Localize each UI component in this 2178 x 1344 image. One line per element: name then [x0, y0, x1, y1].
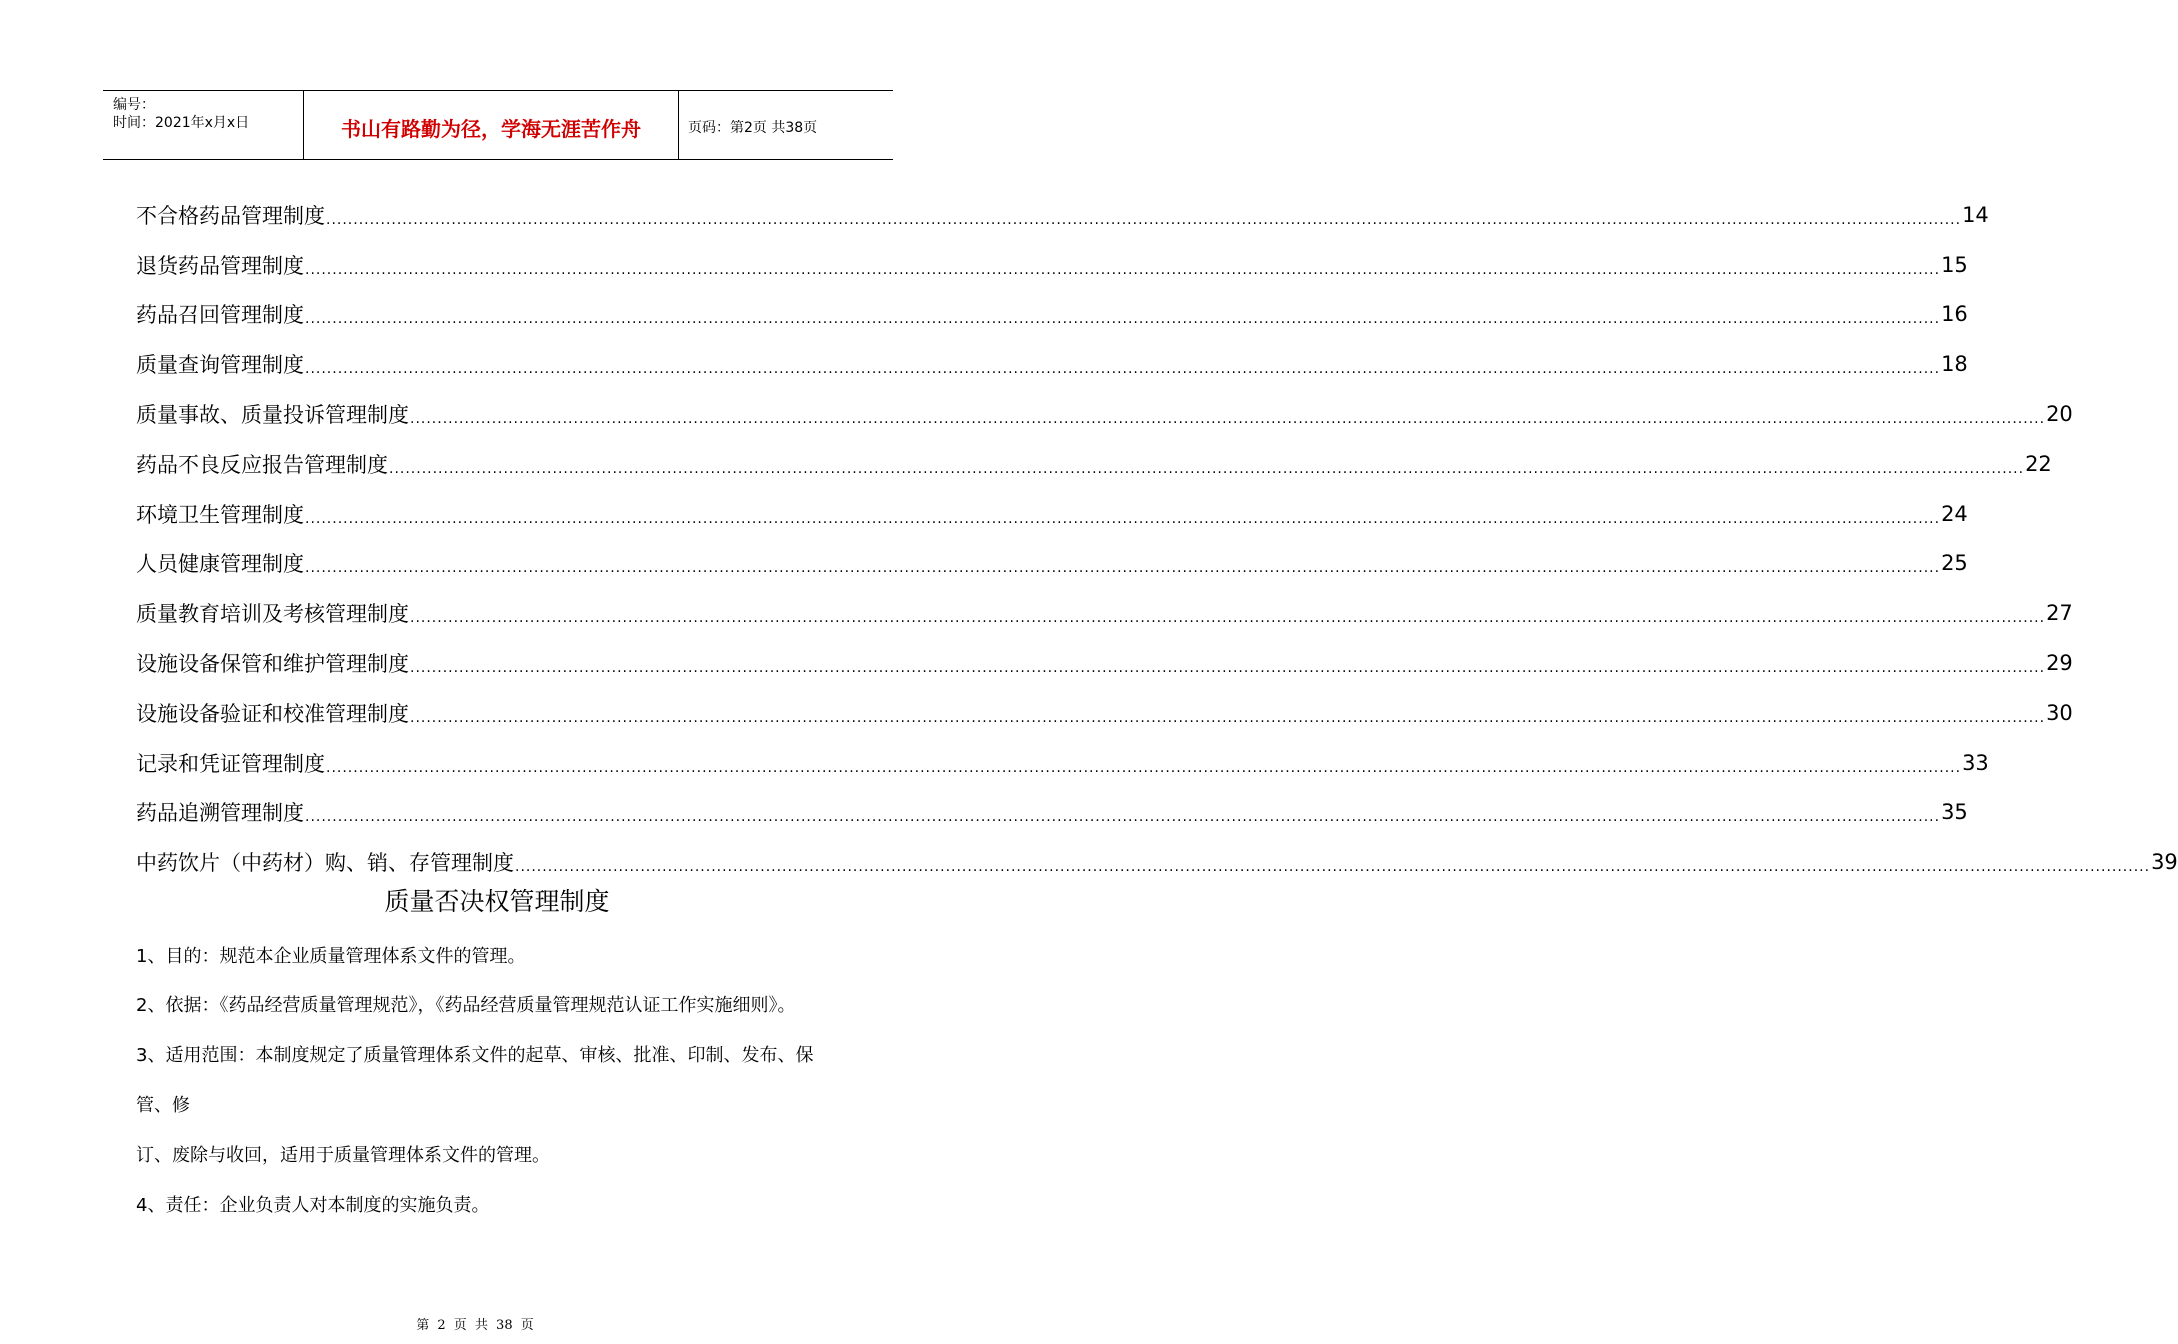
toc-leader-dots: ............................................................................................................................................................................................................................................................................................................ [305, 361, 1941, 378]
toc-entry[interactable] [136, 240, 1968, 290]
toc-entry-title: 中药饮片（中药材）购、销、存管理制度 [136, 851, 514, 876]
header-right-cell [679, 91, 893, 159]
toc-entry-page: 16 [1941, 302, 1968, 327]
toc-leader-dots: ............................................................................................................................................................................................................................................................................................................ [305, 510, 1941, 527]
header-slogan: 书山有路勤为径，学海无涯苦作舟 [341, 117, 641, 141]
toc-entry-page: 22 [2025, 451, 2052, 476]
paragraph-scope-cont2: 订、废除与收回，适用于质量管理体系文件的管理。 [136, 1145, 550, 1166]
toc-leader-dots: ............................................................................................................................................................................................................................................................................................................ [410, 659, 2046, 676]
toc-entry[interactable] [136, 539, 1968, 589]
toc-entry-page: 30 [2046, 700, 2073, 725]
toc-leader-dots: ............................................................................................................................................................................................................................................................................................................ [305, 560, 1941, 577]
toc-entry-page: 35 [1941, 800, 1968, 825]
toc-leader-dots: ............................................................................................................................................................................................................................................................................................................ [410, 410, 2046, 427]
toc-entry[interactable] [136, 439, 2052, 489]
toc-leader-dots: ............................................................................................................................................................................................................................................................................................................ [410, 709, 2046, 726]
toc-entry-title: 设施设备验证和校准管理制度 [136, 701, 409, 726]
paragraph-purpose: 1、目的：规范本企业质量管理体系文件的管理。 [136, 946, 526, 967]
toc-entry-page: 20 [2046, 402, 2073, 427]
toc-entry[interactable] [136, 738, 1989, 788]
toc-entry[interactable] [136, 588, 2073, 638]
toc-entry[interactable] [136, 190, 1989, 240]
toc-entry-page: 27 [2046, 601, 2073, 626]
toc-entry[interactable] [136, 489, 1968, 539]
toc-entry-page: 25 [1941, 551, 1968, 576]
toc-entry-title: 环境卫生管理制度 [136, 502, 304, 527]
toc-leader-dots: ............................................................................................................................................................................................................................................................................................................ [389, 460, 2025, 477]
toc-entry-page: 14 [1962, 202, 1989, 227]
toc-entry-page: 24 [1941, 501, 1968, 526]
toc-entry-title: 质量查询管理制度 [136, 353, 304, 378]
table-of-contents [136, 190, 2178, 887]
toc-leader-dots: ............................................................................................................................................................................................................................................................................................................ [305, 809, 1941, 826]
page-footer: 第 2 页 共 38 页 [416, 1318, 534, 1333]
header-left-cell [103, 91, 304, 159]
toc-entry[interactable] [136, 389, 2073, 439]
header-middle-cell [304, 91, 679, 159]
toc-entry-title: 退货药品管理制度 [136, 253, 304, 278]
toc-entry[interactable] [136, 638, 2073, 688]
paragraph-scope: 3、适用范围：本制度规定了质量管理体系文件的起草、审核、批准、印制、发布、保 [136, 1045, 814, 1066]
toc-entry-title: 设施设备保管和维护管理制度 [136, 652, 409, 677]
toc-leader-dots: ............................................................................................................................................................................................................................................................................................................ [410, 610, 2046, 627]
toc-entry-page: 29 [2046, 651, 2073, 676]
toc-entry[interactable] [136, 788, 1968, 838]
toc-entry-page: 18 [1941, 352, 1968, 377]
toc-entry-title: 质量教育培训及考核管理制度 [136, 602, 409, 627]
toc-leader-dots: ............................................................................................................................................................................................................................................................................................................ [305, 261, 1941, 278]
date-line: 时间：2021年x月x日 [113, 115, 250, 131]
toc-entry-page: 15 [1941, 252, 1968, 277]
toc-entry-title: 药品不良反应报告管理制度 [136, 452, 388, 477]
toc-entry-title: 记录和凭证管理制度 [136, 751, 325, 776]
toc-entry-title: 药品召回管理制度 [136, 303, 304, 328]
toc-entry-title: 人员健康管理制度 [136, 552, 304, 577]
toc-entry-title: 不合格药品管理制度 [136, 203, 325, 228]
toc-leader-dots: ............................................................................................................................................................................................................................................................................................................ [305, 311, 1941, 328]
toc-entry[interactable] [136, 290, 1968, 340]
toc-leader-dots: ............................................................................................................................................................................................................................................................................................................ [326, 211, 1962, 228]
toc-entry-page: 39 [2151, 850, 2178, 875]
page-header [103, 90, 893, 160]
toc-entry[interactable] [136, 837, 2178, 887]
toc-entry[interactable] [136, 339, 1968, 389]
toc-entry-page: 33 [1962, 750, 1989, 775]
section-title: 质量否决权管理制度 [384, 887, 610, 916]
paragraph-responsibility: 4、责任：企业负责人对本制度的实施负责。 [136, 1195, 490, 1216]
paragraph-basis: 2、依据：《药品经营质量管理规范》，《药品经营质量管理规范认证工作实施细则》。 [136, 995, 796, 1016]
header-page-info: 页码：第2页 共38页 [688, 120, 818, 136]
toc-leader-dots: ............................................................................................................................................................................................................................................................................................................ [515, 859, 2151, 876]
toc-leader-dots: ............................................................................................................................................................................................................................................................................................................ [326, 759, 1962, 776]
toc-entry-title: 药品追溯管理制度 [136, 801, 304, 826]
paragraph-scope-cont: 管、修 [136, 1095, 190, 1116]
serial-label: 编号： [113, 97, 155, 113]
toc-entry[interactable] [136, 688, 2073, 738]
toc-entry-title: 质量事故、质量投诉管理制度 [136, 403, 409, 428]
